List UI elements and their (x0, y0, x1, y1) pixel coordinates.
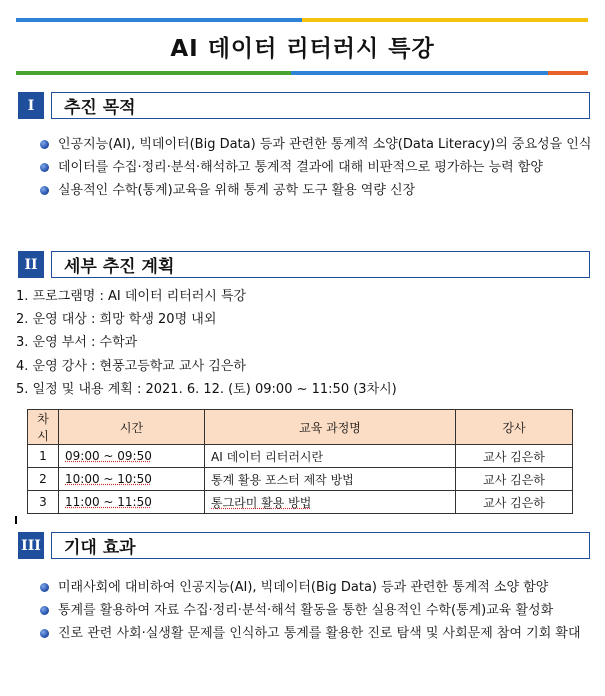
bullet-icon (40, 606, 49, 615)
table-cell: AI 데이터 리터러시란 (205, 445, 456, 468)
section-title: 추진 목적 (51, 92, 590, 119)
section-number: II (18, 251, 44, 278)
list-item: 3. 운영 부서 : 수학과 (16, 335, 138, 351)
title-bottom-rule (16, 71, 588, 75)
list-item: 5. 일정 및 내용 계획 : 2021. 6. 12. (토) 09:00 ~ 11:50 (3차시) (16, 381, 397, 397)
purpose-list (40, 133, 592, 202)
list-item: 데이터를 수집·정리·분석·해석하고 통계적 결과에 대해 비판적으로 평가하는 능력 함양 (40, 156, 592, 179)
table-cell: 통계 활용 포스터 제작 방법 (205, 468, 456, 491)
bullet-icon (40, 163, 49, 172)
title-top-rule (16, 18, 588, 22)
column-header: 교육 과정명 (205, 410, 456, 445)
column-header: 차시 (28, 410, 59, 445)
table-cell: 3 (28, 491, 59, 514)
list-item: 인공지능(AI), 빅데이터(Big Data) 등과 관련한 통계적 소양(Data Literacy)의 중요성을 인식 (40, 133, 592, 156)
table-header-row (28, 410, 573, 445)
table-row (28, 468, 573, 491)
table-cell: 11:00 ~ 11:50 (59, 491, 205, 514)
section-number: I (18, 92, 44, 119)
list-item: 2. 운영 대상 : 희망 학생 20명 내외 (16, 312, 217, 328)
section-title: 세부 추진 계획 (51, 251, 590, 278)
table-cell: 교사 김은하 (456, 468, 573, 491)
section-title: 기대 효과 (51, 532, 590, 559)
list-item: 통계를 활용하여 자료 수집·정리·분석·해석 활동을 통한 실용적인 수학(통계)교육 활성화 (40, 599, 592, 622)
list-item: 미래사회에 대비하여 인공지능(AI), 빅데이터(Big Data) 등과 관련한 통계적 소양 함양 (40, 576, 592, 599)
table-cell: 09:00 ~ 09:50 (59, 445, 205, 468)
list-item: 진로 관련 사회·실생활 문제를 인식하고 통계를 활용한 진로 탐색 및 사회문제 참여 기회 확대 (40, 622, 592, 645)
bullet-icon (40, 186, 49, 195)
table-cell: 10:00 ~ 10:50 (59, 468, 205, 491)
table-cell: 1 (28, 445, 59, 468)
plan-list (16, 285, 397, 401)
bullet-icon (40, 140, 49, 149)
bullet-icon (40, 629, 49, 638)
schedule-table (27, 409, 573, 514)
section-heading-plan (18, 251, 590, 278)
table-cell: 교사 김은하 (456, 491, 573, 514)
column-header: 강사 (456, 410, 573, 445)
effects-list (40, 576, 592, 645)
list-item: 1. 프로그램명 : AI 데이터 리터러시 특강 (16, 289, 247, 304)
section-heading-effects (18, 532, 590, 559)
section-number: III (18, 532, 44, 559)
column-header: 시간 (59, 410, 205, 445)
table-cell: 통그라미 활용 방법 (205, 491, 456, 514)
bullet-icon (40, 583, 49, 592)
text-cursor (15, 516, 17, 524)
table-cell: 교사 김은하 (456, 445, 573, 468)
list-item: 실용적인 수학(통계)교육을 위해 통계 공학 도구 활용 역량 신장 (40, 179, 592, 202)
table-row (28, 491, 573, 514)
list-item: 4. 운영 강사 : 현풍고등학교 교사 김은하 (16, 358, 246, 374)
section-heading-purpose (18, 92, 590, 119)
document-title: AI 데이터 리터러시 특강 (170, 36, 435, 62)
table-cell: 2 (28, 468, 59, 491)
table-row (28, 445, 573, 468)
